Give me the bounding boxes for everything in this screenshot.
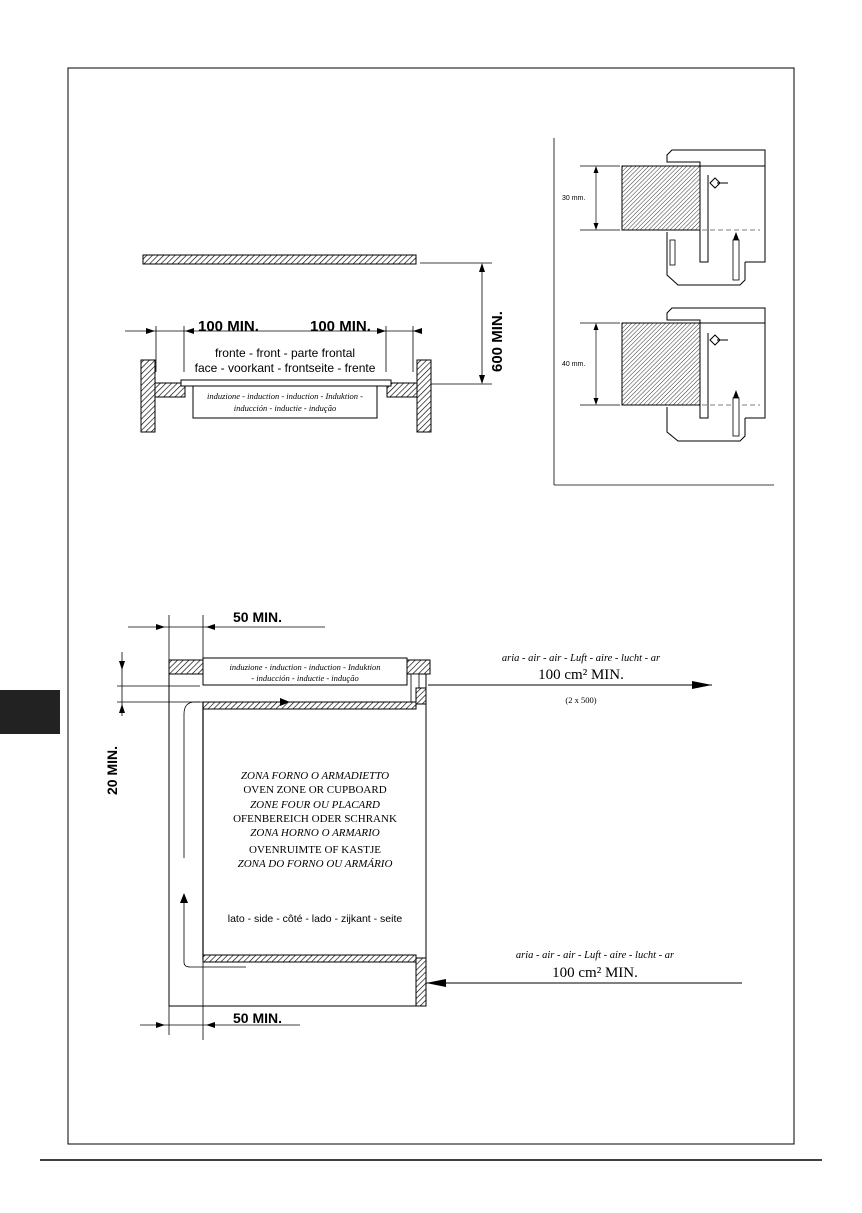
air-in-value: 100 cm² MIN. [552, 965, 638, 981]
mm-40-label: 40 mm. [562, 361, 586, 368]
air-out-label: aria - air - air - Luft - aire - lucht - ar [501, 653, 661, 664]
induction-label-3: induzione - induction - induction - Induktion [229, 662, 381, 672]
induction-label-1: induzione - induction - induction - Induktion - [206, 391, 364, 401]
air-out-note: (2 x 500) [565, 695, 597, 705]
dim-50-bottom-label: 50 MIN. [233, 1010, 283, 1026]
oven-zone-line-1: ZONA FORNO O ARMADIETTO [240, 770, 390, 782]
front-label-2: face - voorkant - frontseite - frente [194, 361, 376, 375]
air-out-value: 100 cm² MIN. [538, 667, 624, 683]
dim-100-right-label: 100 MIN. [310, 318, 371, 335]
induction-label-4: - inducción - inductie - indução [251, 673, 359, 683]
side-tab [0, 690, 60, 734]
worktop-detail [554, 138, 774, 485]
dim-600-label: 600 MIN. [489, 311, 506, 372]
clearance-diagram [125, 255, 506, 432]
dim-50-top-label: 50 MIN. [233, 609, 283, 625]
oven-zone-line-7: ZONA DO FORNO OU ARMÁRIO [237, 858, 393, 870]
detail-30mm [562, 150, 765, 285]
induction-label-2: inducción - inductie - indução [233, 403, 337, 413]
side-label: lato - side - côté - lado - zijkant - seite [227, 913, 403, 925]
left-wall [141, 360, 155, 432]
air-in-label: aria - air - air - Luft - aire - lucht - ar [515, 950, 675, 961]
upper-shelf [143, 255, 416, 264]
right-wall [417, 360, 431, 432]
mm-30-label: 30 mm. [562, 195, 586, 202]
oven-zone-line-5: ZONA HORNO O ARMARIO [250, 827, 380, 839]
oven-zone-line-6: OVENRUIMTE OF KASTJE [249, 844, 381, 856]
oven-zone-line-2: OVEN ZONE OR CUPBOARD [243, 784, 387, 796]
hob-top [181, 380, 391, 386]
dim-20-label: 20 MIN. [104, 745, 120, 795]
front-label-1: fronte - front - parte frontal [214, 346, 356, 360]
ventilation-diagram [104, 609, 742, 1040]
oven-zone-line-3: ZONE FOUR OU PLACARD [250, 799, 380, 811]
dim-100-left-label: 100 MIN. [198, 318, 259, 335]
detail-40mm [562, 308, 765, 441]
oven-zone-line-4: OFENBEREICH ODER SCHRANK [233, 813, 397, 825]
